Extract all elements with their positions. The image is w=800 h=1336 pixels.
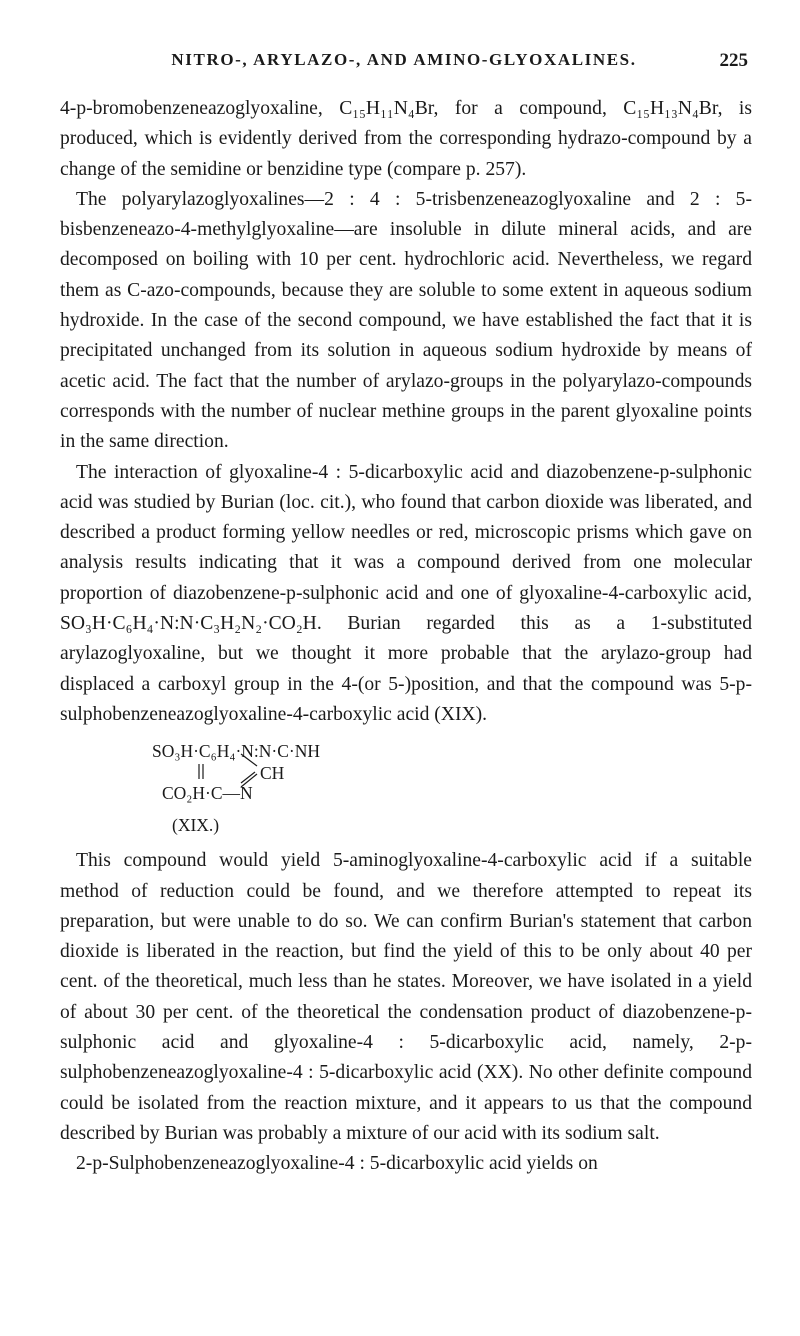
paragraph-3: The interaction of glyoxaline-4 : 5-dicarboxylic acid and diazobenzene-p-sulphonic acid was studied by Burian (loc. cit.), who found that carbon dioxide was liberated, and described a product forming yellow needles or red, microscopic prisms which gave on analysis results indicating that it was a compound derived from one molecular proportion of diazobenzene-p-sulphonic acid and one of glyoxaline-4-carboxylic acid, SO₃H·C₆H₄·N:N·C₃H₂N₂·CO₂H. Burian regarded this as a 1-substituted arylazoglyoxaline, but we thought it more probable that the arylazo-group had displaced a carboxyl group in the 4-(or 5-)position, and that the compound was 5-p-sulphobenzeneazoglyoxaline-4-carboxylic acid (XIX).: [60, 461, 752, 725]
structural-formula-xix: [60, 736, 752, 840]
paragraph-1: 4-p-bromobenzeneazoglyoxaline, C₁₅H₁₁N₄Br, for a compound, C₁₅H₁₃N₄Br, is produced, which is evidently derived from the corresponding hydrazo-compound by a change of the semidine or benzidine type (compare p. 257).: [60, 98, 752, 180]
paragraph-5: 2-p-Sulphobenzeneazoglyoxaline-4 : 5-dicarboxylic acid yields on: [76, 1153, 598, 1175]
paragraph-4: This compound would yield 5-aminoglyoxaline-4-carboxylic acid if a suitable method of reduction could be found, and we therefore attempted to repeat its preparation, but were unable to do so. We can confirm Burian's statement that carbon dioxide is liberated in the reaction, but find the yield of this to be only about 40 per cent. of the theoretical, much less than he states. Moreover, we have isolated in a yield of about 30 per cent. of the theoretical the condensation product of diazobenzene-p-sulphonic acid and glyoxaline-4 : 5-dicarboxylic acid, namely, 2-p-sulphobenzeneazoglyoxaline-4 : 5-dicarboxylic acid (XX). No other definite compound could be isolated from the reaction mixture, and it appears to us that the compound described by Burian was probably a mixture of our acid with its sodium salt.: [60, 850, 752, 1144]
paragraph-2: The polyarylazoglyoxalines—2 : 4 : 5-trisbenzeneazoglyoxaline and 2 : 5-bisbenzeneazo-4-methylglyoxaline—are insoluble in dilute mineral acids, and are decomposed on boiling with 10 per cent. hydrochloric acid. Nevertheless, we regard them as C-azo-compounds, because they are soluble to some extent in aqueous sodium hydroxide. In the case of the second compound, we have established the fact that it is precipitated unchanged from its solution in aqueous sodium hydroxide by means of acetic acid. The fact that the number of arylazo-groups in the polyarylazo-compounds corresponds with the number of nuclear methine groups in the parent glyoxaline points in the same direction.: [60, 188, 752, 453]
formula-ring-atom: CH: [260, 763, 285, 784]
running-header: [60, 50, 748, 76]
page-number: 225: [719, 50, 748, 71]
formula-top-line: SO₃H·C₆H₄·N:N·C·NH: [152, 741, 321, 762]
formula-label: (XIX.): [172, 815, 220, 836]
page-body: [60, 94, 752, 1180]
running-title: NITRO-, ARYLAZO-, AND AMINO-GLYOXALINES.: [171, 50, 637, 69]
formula-bottom-line: CO₂H·C—N: [162, 783, 253, 804]
